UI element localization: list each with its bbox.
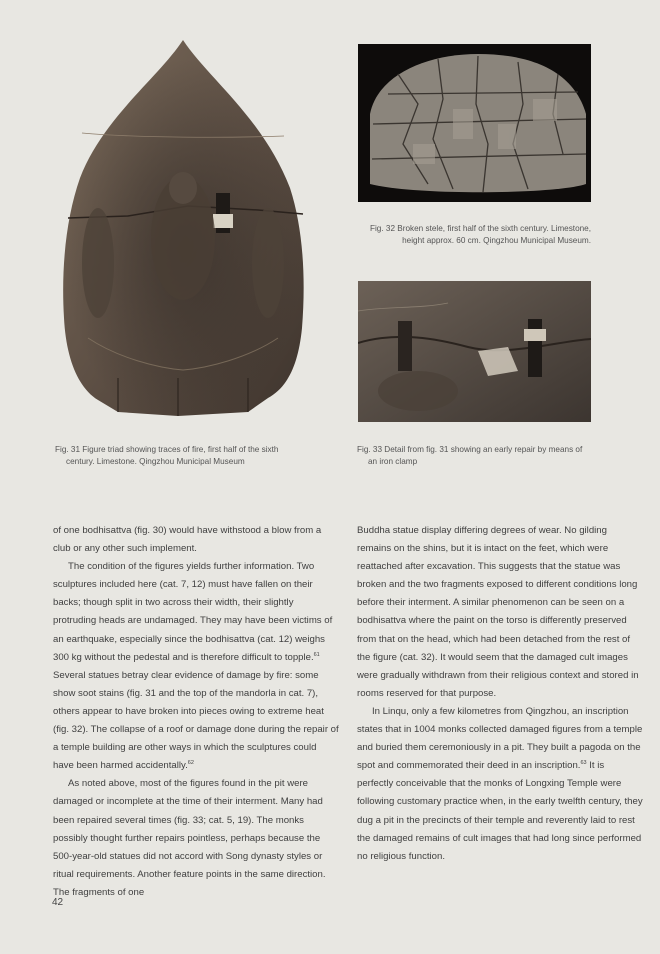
figure-32-caption [355, 223, 591, 247]
footnote-ref: 63 [580, 760, 587, 767]
figure-31-caption-line2: century. Limestone. Qingzhou Municipal Museum [66, 457, 245, 466]
body-paragraph: Buddha statue display differing degrees of wear. No gilding remains on the shins, but it is intact on the feet, which were reattached after excavation. This suggests that the statue was broken and the two fragments exposed to different conditions long before their interment. A similar phenomenon can be seen on a bodhisattva where the paint on the torso is differently preserved from that on the head, which had been detached from the rest of the figure (cat. 32). It would seem that the damaged cult images were gradually withdrawn from their religious context and stored in rooms reserved for that purpose. [357, 525, 639, 699]
left-text-column [53, 522, 339, 902]
right-text-column [357, 522, 643, 866]
figure-32-caption-line2: height approx. 60 cm. Qingzhou Municipal Museum. [402, 236, 591, 245]
body-paragraph: of one bodhisattva (fig. 30) would have withstood a blow from a club or any other such implement. [53, 525, 322, 555]
body-paragraph: As noted above, most of the figures found in the pit were damaged or incomplete at the time of their interment. Many had been repaired several times (fig. 33; cat. 5, 19). The monks possibly thought further repairs pointless, perhaps because the 500-year-old statues did not accord with Song dynasty styles or ritual requirements. Another feature points in the same direction. The fragments of one [53, 778, 326, 898]
figure-32-broken-stele-image [358, 44, 591, 202]
page-number: 42 [52, 897, 64, 908]
figure-33-caption-line2: an iron clamp [368, 457, 418, 466]
figure-31-stele-image [58, 38, 308, 418]
figure-33-caption-line1: Fig. 33 Detail from fig. 31 showing an early repair by means of [357, 445, 583, 454]
figure-32-caption-line1: Fig. 32 Broken stele, first half of the sixth century. Limestone, [369, 224, 591, 233]
body-paragraph: The condition of the figures yields further information. Two sculptures included here (cat. 7, 12) must have fallen on their backs; though split in two across their width, their slightly protruding heads are undamaged. They may have been victims of an earthquake, especially since the bodhisattva (cat. 12) weighs 300 kg without the pedestal and is therefore difficult to topple.$^{61}$ Several statues betray clear evidence of damage by fire: some show soot stains (fig. 31 and the top of the mandorla in cat. 7), others appear to have broken into pieces owing to extreme heat (fig. 32). The collapse of a roof or damage done during the repair of a temple building are other ways in which the sculptures could have been harmed accidentally.$^{62}$ [53, 561, 339, 772]
figure-31-caption-line1: Fig. 31 Figure triad showing traces of fire, first half of the sixth [55, 445, 279, 454]
figure-33-iron-clamp-image [358, 281, 591, 422]
footnote-ref: 62 [187, 760, 194, 767]
figure-33-caption [357, 444, 617, 468]
body-paragraph: In Linqu, only a few kilometres from Qingzhou, an inscription states that in 1004 monks collected damaged figures from a temple and buried them ceremoniously in a pit. They built a pagoda on the spot and commemorated their deed in an inscription.$^{63}$ It is perfectly conceivable that the monks of Longxing Temple were following customary practice when, in the early twelfth century, they dug a pit in the precincts of their temple and reverently laid to rest the damaged remains of cult images that had long since performed no religious function. [357, 705, 643, 862]
figure-31-caption [55, 444, 315, 468]
footnote-ref: 61 [313, 651, 320, 658]
